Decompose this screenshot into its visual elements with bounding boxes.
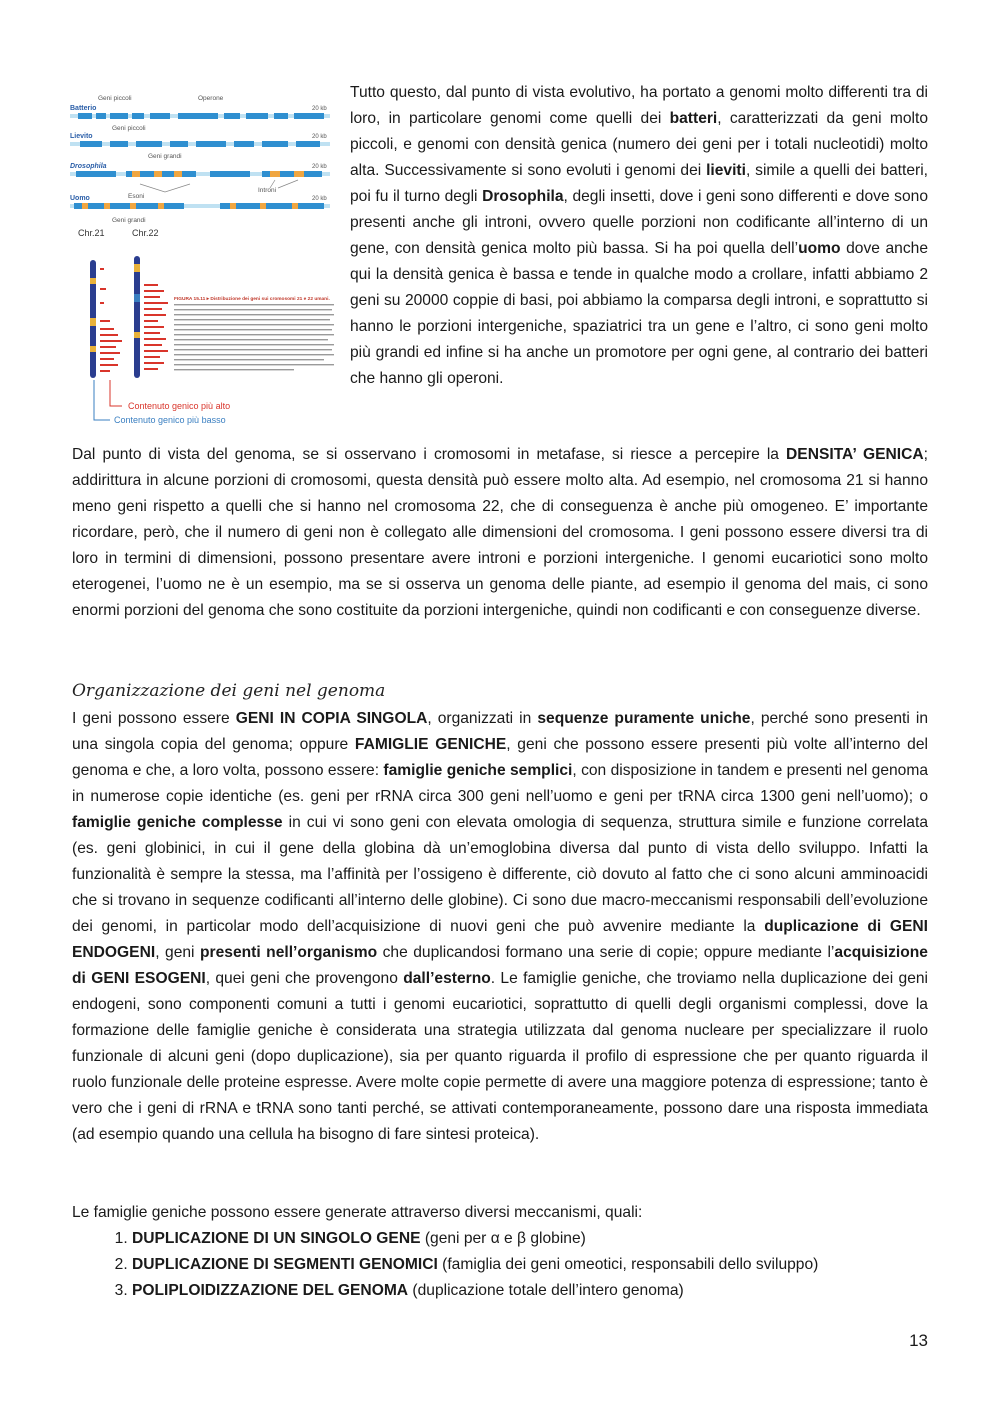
- label-geni-piccoli-1: Geni piccoli: [98, 95, 132, 102]
- intro-bold-uomo: uomo: [798, 240, 841, 257]
- list-item-detail: (famiglia dei geni omeotici, responsabili dello sviluppo): [437, 1256, 819, 1273]
- org-bold-5: famiglie geniche complesse: [72, 814, 283, 831]
- chr21-gene-bars: [100, 268, 122, 372]
- scale-label-1: 20 kb: [312, 106, 327, 112]
- scale-label-4: 20 kb: [312, 196, 327, 202]
- chr22-gene-bars: [144, 284, 168, 370]
- org-text-9: , quei geni che provengono: [205, 970, 404, 987]
- legend-high-arrow: [110, 380, 122, 406]
- org-text-7: , geni: [155, 944, 201, 961]
- org-text-5: , con disposizione in tandem e presenti nel genoma in numerose copie identiche (es. geni per rRNA circa 300 geni nell’uomo e geni per tRNA circa 1300 geni nell’uomo); o: [72, 762, 928, 805]
- gene-organization-paragraph: [72, 706, 928, 1148]
- chromosome-22: [134, 256, 140, 378]
- mechanisms-intro: Le famiglie geniche possono essere generate attraverso diversi meccanismi, quali:: [72, 1204, 643, 1221]
- intro-text-2: , caratterizzati da geni molto piccoli, e genomi con densità genica (numero dei geni per i totali nucleotidi) molto alta. Successivamente si sono evoluti i genomi dei: [350, 110, 929, 179]
- figure-caption-title: FIGURA 15.11 ▸ Distribuzione dei geni sui cromosomi 21 e 22 umani.: [174, 297, 330, 302]
- label-operone: Operone: [198, 95, 224, 102]
- density-bold-term: DENSITA’ GENICA: [786, 446, 924, 463]
- label-geni-piccoli-2: Geni piccoli: [112, 125, 146, 132]
- legend-high-label: Contenuto genico più alto: [128, 401, 231, 411]
- org-text-4: , geni che possono essere presenti più volte all’interno del genoma e che, a loro volta, possono essere:: [72, 736, 928, 779]
- density-text-2: ; addirittura in alcune porzioni di cromosomi, questa densità può essere molto alta. Ad esempio, nel cromosoma 21 si hanno meno geni rispetto a quelli che si hanno nel cromosoma 22, che di conseguenza è anche più omogeneo. E’ importante ricordare, però, che il numero di geni non è collegato alle dimensioni del cromosoma. I geni possono essere diversi tra di loro in termini di dimensioni, possono presentare avere introni e porzioni intergeniche. I genomi eucariotici sono molto eterogenei, l’uomo ne è un esempio, ma se si osserva un genoma delle piante, ad esempio il genoma del mais, ci sono enormi porzioni del genoma che sono costituite da porzioni intergeniche, quindi non codificanti e con conseguenze diverse.: [72, 446, 928, 619]
- list-item-detail: (duplicazione totale dell’intero genoma): [408, 1282, 684, 1299]
- row-label-batterio: Batterio: [70, 105, 97, 112]
- org-text-3: , perché sono presenti in una singola copia del genoma; oppure: [72, 710, 929, 753]
- exon-pointer: [140, 184, 190, 192]
- list-item: [132, 1226, 928, 1252]
- label-geni-grandi-2: Geni grandi: [112, 217, 146, 224]
- legend-low-label: Contenuto genico più basso: [114, 415, 226, 425]
- figure-illustration: [70, 88, 338, 433]
- intro-text-1: Tutto questo, dal punto di vista evolutivo, ha portato a genomi molto differenti tra di loro, in particolare genomi come quelli dei: [350, 84, 928, 127]
- chr21-label: Chr.21: [78, 228, 105, 238]
- intro-bold-lieviti: lieviti: [706, 162, 746, 179]
- gene-density-paragraph: [72, 442, 928, 624]
- mechanisms-list: [72, 1226, 928, 1304]
- org-text-6: in cui vi sono geni con elevata omologia di sequenza, struttura simile e funzione correlata (es. geni globinici, in cui il gene della globina dà un’emoglobina diversa dal punto di vista dello sviluppo. Infatti la funzionalità è sempre la stessa, ma l’affinità per l’ossigeno è differente, ciò dovuto al fatto che ci sono alcuni amminoacidi che si trovano in sequenze codificanti all’interno delle globine). Ci sono due macro-meccanismi responsabili dell’evoluzione dei genomi, in particolar modo dell’acquisizione di nuovi geni che può avvenire mediante la: [72, 814, 928, 935]
- page-number: 13: [909, 1331, 928, 1350]
- scale-label-3: 20 kb: [312, 164, 327, 170]
- list-item-bold: DUPLICAZIONE DI UN SINGOLO GENE: [132, 1230, 421, 1247]
- genes-lievito: [80, 141, 320, 147]
- org-bold-4: famiglie geniche semplici: [383, 762, 573, 779]
- list-item: [132, 1252, 928, 1278]
- list-item-detail: (geni per α e β globine): [420, 1230, 586, 1247]
- legend-low-arrow: [94, 380, 110, 420]
- org-text-10: . Le famiglie geniche, che troviamo nella duplicazione dei geni endogeni, sono componenti comuni a tutti i genomi eucariotici, soprattutto di quelli degli organismi complessi, dove la formazione delle famiglie geniche è considerata una strategia utilizzata dal genoma nucleare per specializzare il ruolo funzionale di alcuni geni (dopo duplicazione), sia per quanto riguarda il profilo di espressione che per quanto riguarda il ruolo funzionale delle proteine espresse. Avere molte copie permette di avere una maggiore potenza di espressione; tanto è vero che i geni di rRNA e tRNA sono tanti perché, se attivati contemporaneamente, possono dare una risposta immediata (ad esempio quando una cellula ha bisogno di fare sintesi proteica).: [72, 970, 929, 1143]
- intro-text-5: dove anche qui la densità genica è bassa e tende in qualche modo a crollare, infatti abbiamo 2 geni su 20000 coppie di basi, poi abbiamo la comparsa degli introni, e soprattutto si hanno le porzioni intergeniche, spaziatrici tra un gene e l’altro, ci sono geni molto più grandi ed infine si ha anche un promotore per ogni gene, al contrario dei batteri che hanno gli operoni.: [350, 240, 928, 387]
- org-bold-2: sequenze puramente uniche: [537, 710, 751, 727]
- intro-paragraph: [350, 80, 928, 392]
- list-item-bold: POLIPLOIDIZZAZIONE DEL GENOMA: [132, 1282, 409, 1299]
- genes-batterio: [78, 113, 324, 119]
- figure-caption-lines: [174, 304, 334, 370]
- label-introni: Introni: [258, 187, 277, 194]
- chr22-label: Chr.22: [132, 228, 159, 238]
- scale-label-2: 20 kb: [312, 134, 327, 140]
- org-bold-6: duplicazione di GENI ENDOGENI: [72, 918, 929, 961]
- intro-bold-drosophila: Drosophila: [482, 188, 564, 205]
- row-label-uomo: Uomo: [70, 195, 90, 202]
- intro-text-3: , simile a quelli dei batteri, poi fu il turno degli: [350, 162, 928, 205]
- org-text-1: I geni possono essere: [72, 710, 236, 727]
- row-label-drosophila: Drosophila: [70, 163, 107, 170]
- row-label-lievito: Lievito: [70, 133, 93, 140]
- genome-comparison-figure: [70, 88, 338, 433]
- org-bold-9: dall’esterno: [403, 970, 491, 987]
- org-text-8: che duplicandosi formano una serie di copie; oppure mediante l’: [377, 944, 835, 961]
- org-bold-8: acquisizione di GENI ESOGENI: [72, 944, 928, 987]
- org-bold-3: FAMIGLIE GENICHE: [354, 736, 507, 753]
- intro-bold-batteri: batteri: [669, 110, 718, 127]
- intro-text-4: , degli insetti, dove i geni sono differenti e dove sono presenti anche gli introni, ovvero quelle porzioni non codificante all’interno di un gene, con densità genica molto più bassa. Si ha poi quella dell’: [350, 188, 928, 257]
- list-item-bold: DUPLICAZIONE DI SEGMENTI GENOMICI: [132, 1256, 438, 1273]
- density-text-1: Dal punto di vista del genoma, se si osservano i cromosomi in metafase, si riesce a percepire la: [72, 446, 787, 463]
- org-bold-1: GENI IN COPIA SINGOLA: [235, 710, 428, 727]
- mechanisms-section: [72, 1200, 928, 1304]
- list-item: [132, 1278, 928, 1304]
- section-title: Organizzazione dei geni nel genoma: [72, 681, 386, 701]
- label-geni-grandi-1: Geni grandi: [148, 153, 182, 160]
- org-text-2: , organizzati in: [427, 710, 538, 727]
- org-bold-7: presenti nell’organismo: [200, 944, 378, 961]
- label-esoni: Esoni: [128, 193, 145, 200]
